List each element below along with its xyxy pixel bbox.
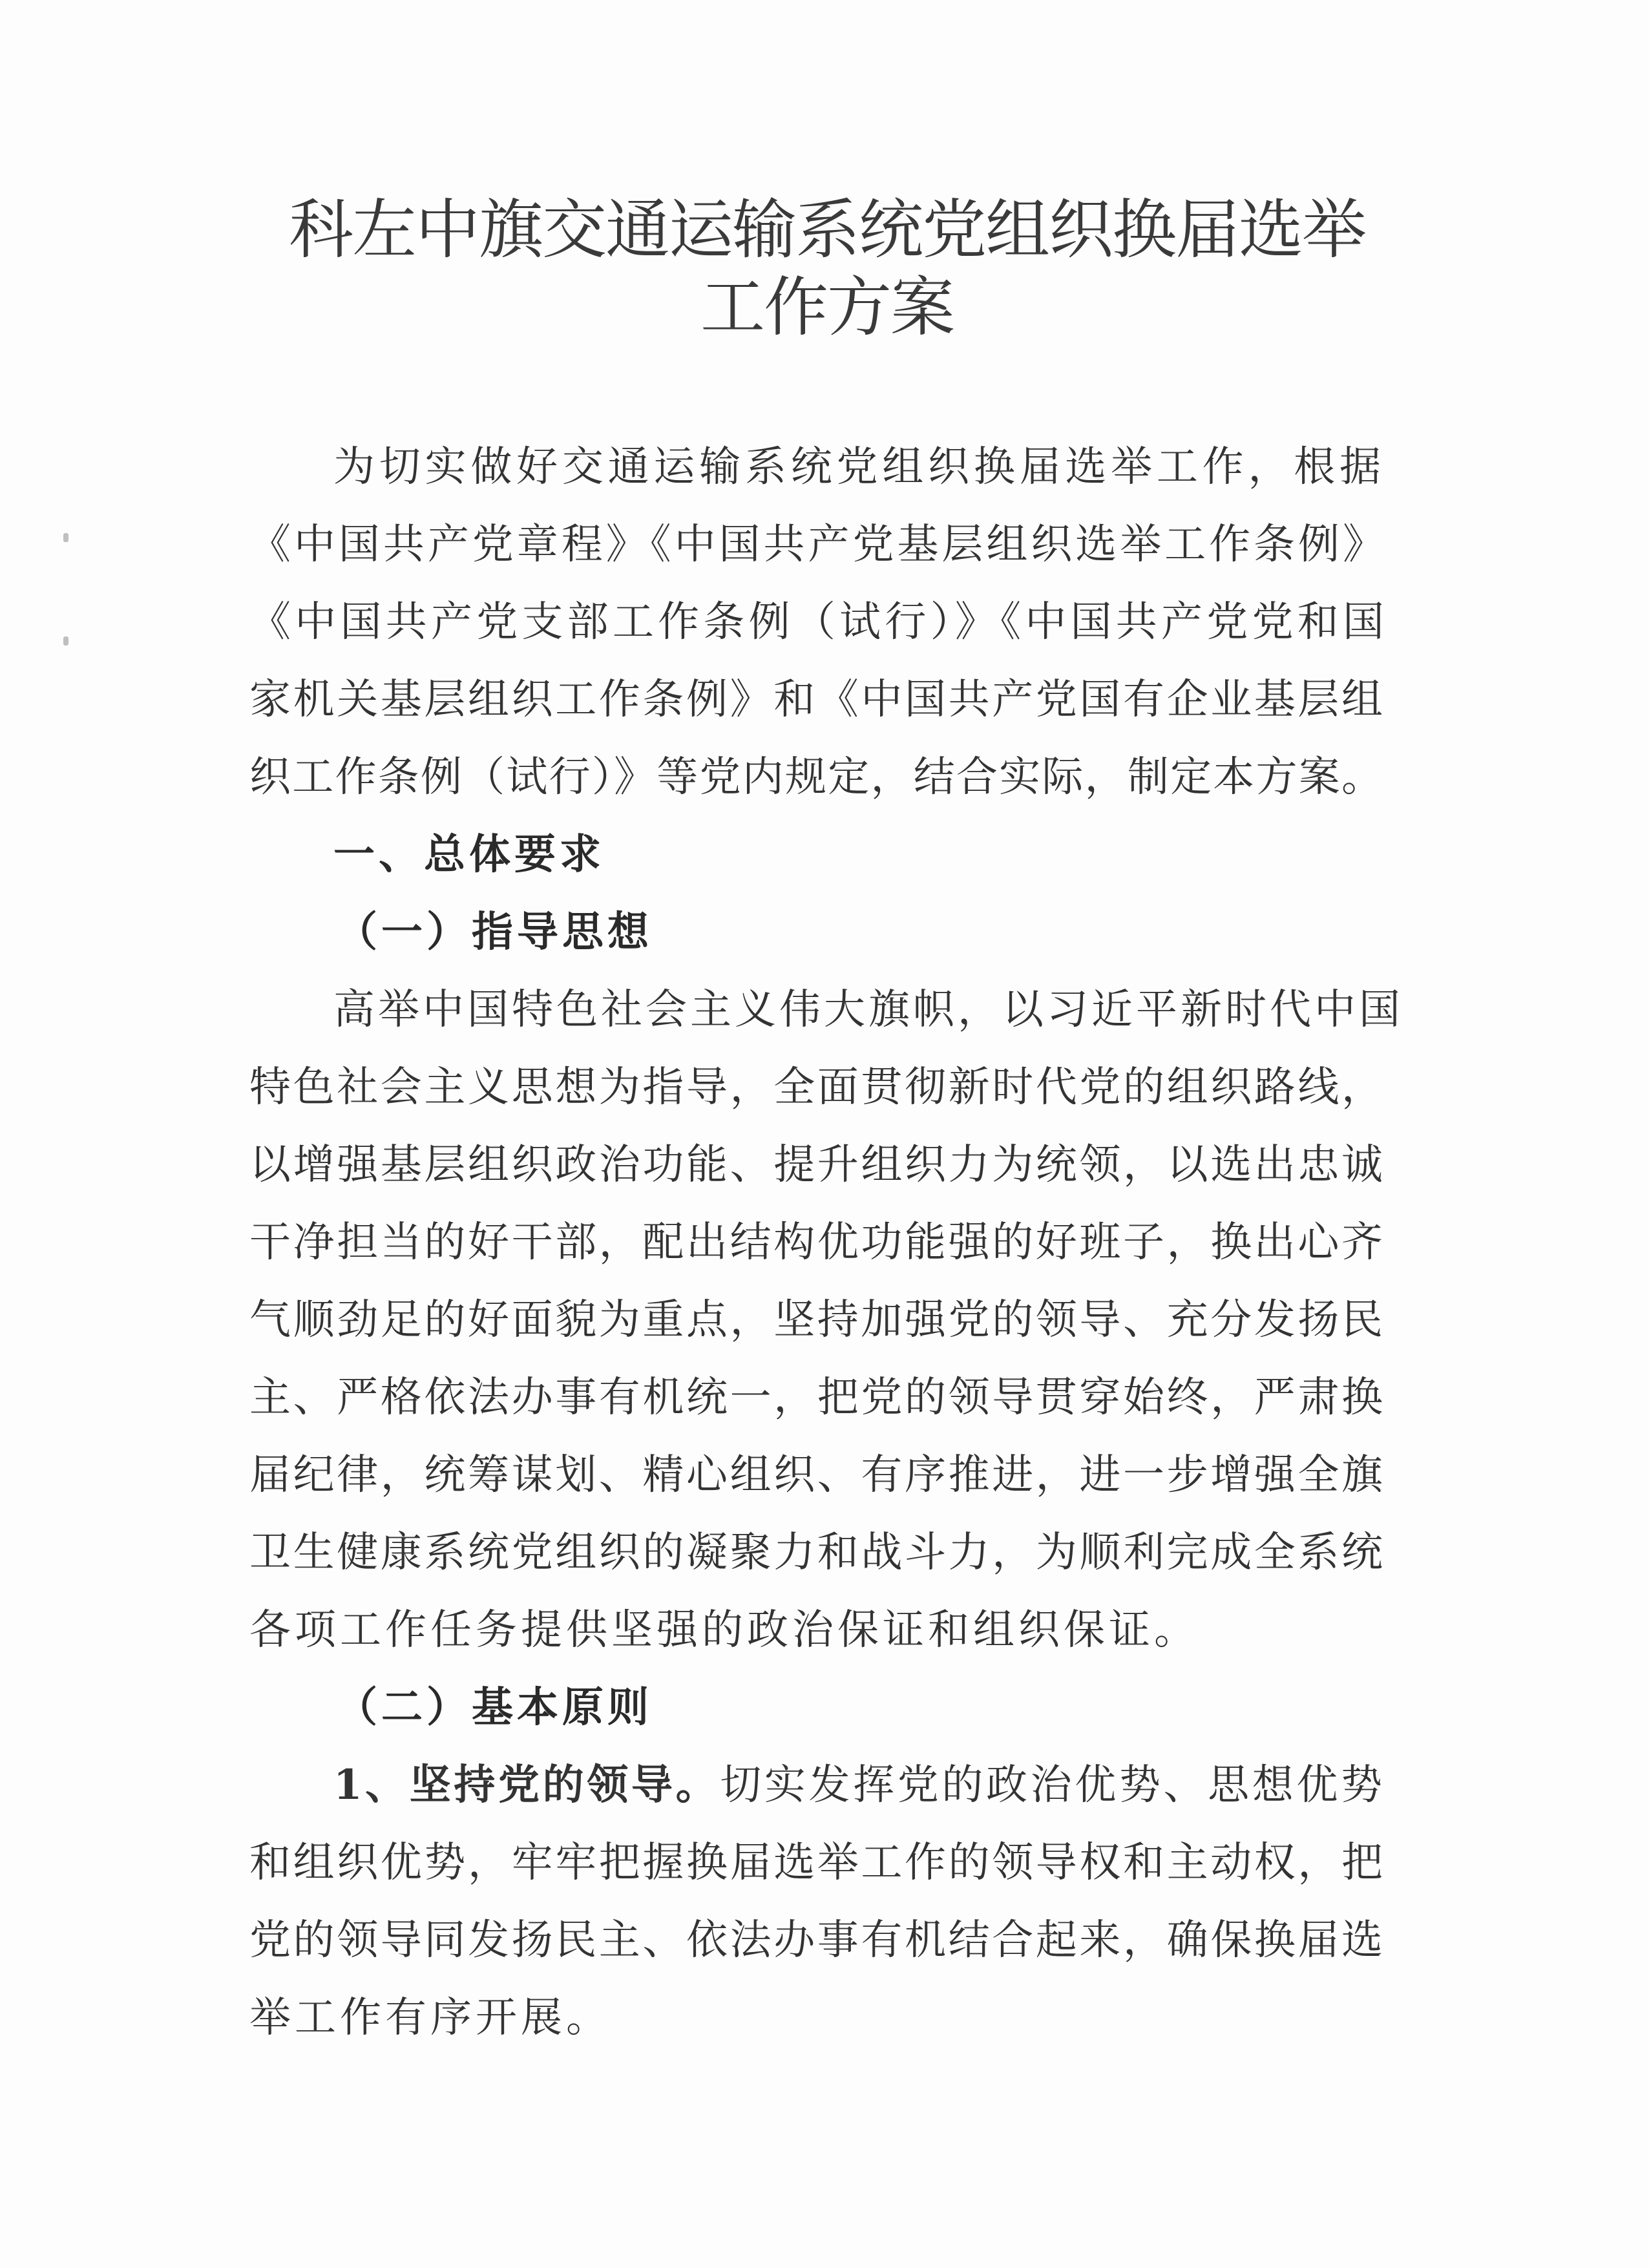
principle-first-line [333,1747,1384,1824]
intro-line: 为切实做好交通运输系统党组织换届选举工作，根据 [333,443,1384,491]
paragraph-line: 届纪律，统筹谋划、精心组织、有序推进，进一步增强全旗 [249,1451,1384,1499]
paragraph-line: 和组织优势，牢牢把握换届选举工作的领导权和主动权，把 [249,1839,1384,1887]
intro-line: 织工作条例（试行）》等党内规定，结合实际，制定本方案。 [249,753,1384,801]
paragraph-line: 干净担当的好干部，配出结构优功能强的好班子，换出心齐 [249,1219,1384,1266]
paragraph-line: 特色社会主义思想为指导，全面贯彻新时代党的组织路线， [249,1064,1384,1111]
paragraph-line: 党的领导同发扬民主、依法办事有机结合起来，确保换届选 [249,1916,1384,1964]
paragraph-line: 高举中国特色社会主义伟大旗帜，以习近平新时代中国 [333,986,1403,1034]
document-title-line1: 科左中旗交通运输系统党组织换届选举 [289,192,1365,268]
paragraph-line: 卫生健康系统党组织的凝聚力和战斗力，为顺利完成全系统 [249,1529,1384,1577]
principle-text: 切实发挥党的政治优势、思想优势 [720,1761,1385,1809]
section-heading: 一、总体要求 [333,831,605,879]
principle-lead: 1、坚持党的领导。 [333,1761,720,1809]
subsection-heading: （二）基本原则 [336,1683,653,1732]
intro-line: 《中国共产党支部工作条例（试行）》《中国共产党党和国 [249,598,1384,646]
scan-speck [63,533,68,542]
paragraph-line: 气顺劲足的好面貌为重点，坚持加强党的领导、充分发扬民 [249,1296,1384,1344]
scan-speck [63,636,68,646]
intro-line: 《中国共产党章程》《中国共产党基层组织选举工作条例》 [249,521,1384,569]
subsection-heading: （一）指导思想 [336,908,653,956]
intro-line: 家机关基层组织工作条例》和《中国共产党国有企业基层组 [249,676,1384,724]
paragraph-line: 各项工作任务提供坚强的政治保证和组织保证。 [249,1606,1199,1654]
paragraph-line: 以增强基层组织政治功能、提升组织力为统领，以选出忠诚 [249,1141,1384,1189]
document-title-line2: 工作方案 [700,269,954,345]
paragraph-line: 主、严格依法办事有机统一，把党的领导贯穿始终，严肃换 [249,1374,1384,1422]
paragraph-line: 举工作有序开展。 [249,1994,611,2042]
